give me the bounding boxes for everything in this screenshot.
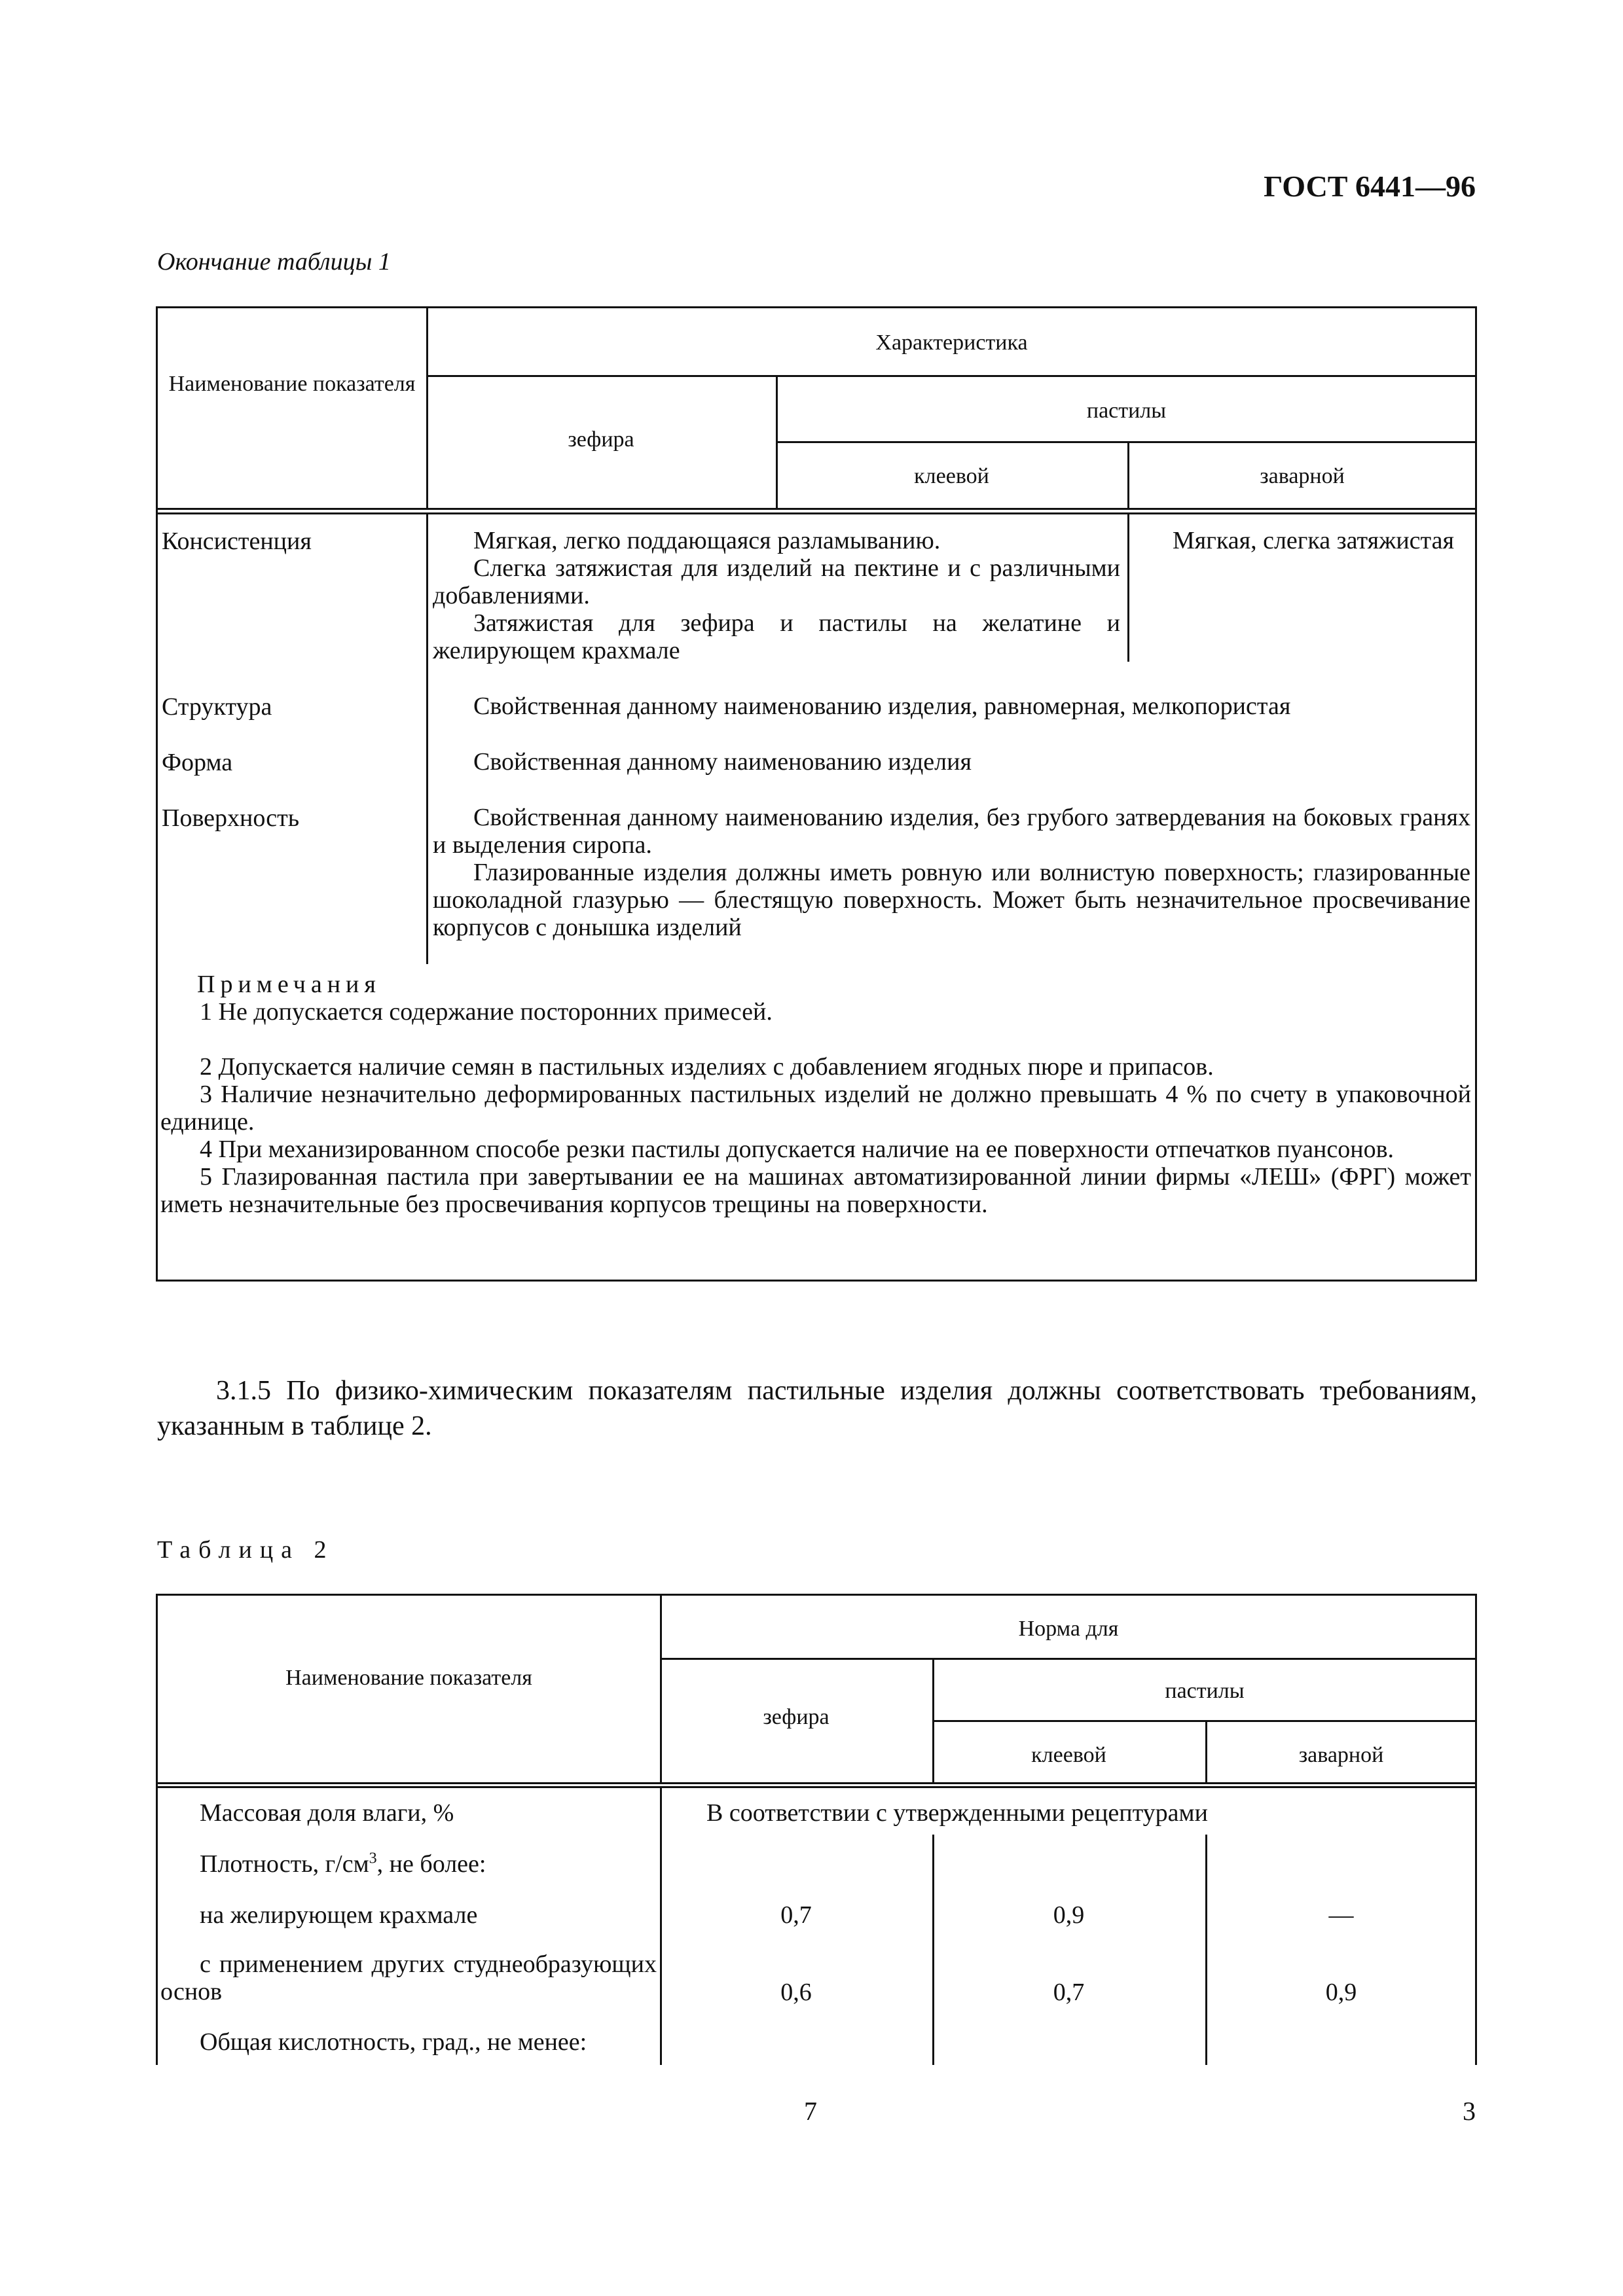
t1-form-text (433, 748, 1470, 776)
t1-text-paragraph: Затяжистая для зефира и пастилы на желатине и желирующем крахмале (433, 609, 1120, 664)
t2-header-divider (660, 1658, 1477, 1660)
t2-label-text: , не более: (376, 1850, 486, 1878)
t1-text-paragraph: Свойственная данному наименованию изделия, без грубого затвердевания на боковых гранях и выделения сиропа. (433, 804, 1470, 859)
t1-note: 2 Допускается наличие семян в пастильных изделиях с добавлением ягодных пюре и припасов. (200, 1053, 1214, 1081)
t1-note: 4 При механизированном способе резки пастилы допускается наличие на ее поверхности отпечатков пуансонов. (200, 1136, 1395, 1163)
t2-row-merged-value: В соответствии с утвержденными рецептурами (706, 1799, 1208, 1827)
table2-caption: Таблица 2 (157, 1536, 335, 1564)
table1 (156, 306, 1477, 1282)
t1-consistency-text (433, 527, 1120, 664)
t1-col-zavarnoy: заварной (1260, 464, 1345, 488)
t2-body-divider (932, 1835, 934, 2065)
t2-row-label: с применением других студнеобразующих основ (160, 1950, 657, 2005)
t1-col-indicator: Наименование показателя (168, 372, 416, 396)
t2-row-label-density (200, 1850, 486, 1878)
t1-text-paragraph: Слегка затяжистая для изделий на пектине и с различными добавлениями. (433, 554, 1120, 609)
t1-surface-text (433, 804, 1470, 941)
t2-cell-kleevoy: 0,7 (1053, 1979, 1085, 2006)
t1-header-divider (776, 441, 1477, 443)
t1-body-divider (1127, 512, 1129, 662)
t2-col-zefir: зефира (763, 1705, 830, 1729)
t2-col-norm-for: Норма для (1018, 1617, 1119, 1641)
t1-note: 3 Наличие незначительно деформированных пастильных изделий не должно превышать 4 % по счету в упаковочной единице. (160, 1081, 1471, 1136)
t2-cell-zefir: 0,6 (780, 1979, 812, 2006)
table1-continuation-caption: Окончание таблицы 1 (157, 248, 391, 276)
t1-note: 1 Не допускается содержание посторонних примесей. (200, 998, 773, 1026)
t1-row-label: Поверхность (162, 804, 300, 832)
t2-cell-zefir: 0,7 (780, 1901, 812, 1929)
t1-header-bottom-line (158, 512, 1477, 514)
t1-note: 5 Глазированная пастила при завертывании ее на машинах автоматизированной линии фирмы «ЛЕШ» (ФРГ) может иметь незначительные без просвечивания корпусов трещины на поверхности. (160, 1163, 1471, 1218)
t2-cell-zavarnoy: 0,9 (1325, 1979, 1357, 2006)
t2-header-bottom-line (158, 1786, 1477, 1788)
t1-text-paragraph: Мягкая, слегка затяжистая (1173, 527, 1454, 554)
t2-row-label: на желирующем крахмале (200, 1901, 478, 1929)
t2-col-kleevoy: клеевой (1031, 1743, 1106, 1767)
t1-col-zefir: зефира (568, 427, 634, 452)
t2-body-divider (1205, 1835, 1207, 2065)
t2-col-pastila: пастилы (1165, 1679, 1245, 1703)
t1-col-pastila: пастилы (1086, 399, 1167, 423)
t1-row-label: Форма (162, 749, 233, 776)
t1-body-divider (426, 512, 428, 964)
t2-col-zavarnoy: заварной (1298, 1743, 1384, 1767)
paragraph-3-1-5 (157, 1373, 1477, 1444)
t1-notes-title: Примечания (197, 971, 381, 998)
t2-row-label: Массовая доля влаги, % (200, 1799, 454, 1827)
t2-col-indicator: Наименование показателя (285, 1666, 532, 1690)
table2 (156, 1594, 1477, 2065)
standard-code: ГОСТ 6441—96 (1264, 170, 1476, 203)
t1-text-paragraph: Глазированные изделия должны иметь ровную или волнистую поверхность; глазированные шоколадной глазурью — блестящую поверхность. Может быть незначительное просвечивание корпусов с донышка изделий (433, 859, 1470, 941)
t1-structure-text (433, 692, 1470, 720)
t2-cell-kleevoy: 0,9 (1053, 1901, 1085, 1929)
t2-row-label: Общая кислотность, град., не менее: (200, 2028, 587, 2056)
t1-text-paragraph: Свойственная данному наименованию изделия (473, 748, 972, 776)
t1-col-characteristic: Характеристика (875, 331, 1028, 355)
t1-row-label: Структура (162, 693, 272, 721)
sheet-number: 3 (1463, 2096, 1476, 2126)
t2-header-divider (932, 1720, 1477, 1722)
t1-notes (158, 971, 1475, 1218)
t1-col-kleevoy: клеевой (914, 464, 989, 488)
t1-header-divider (426, 375, 1477, 377)
t2-header-bottom-line (158, 1782, 1477, 1784)
t1-text-paragraph: Мягкая, легко поддающаяся разламыванию. (473, 527, 941, 554)
t1-header-bottom-line (158, 508, 1477, 510)
t1-text-paragraph: Свойственная данному наименованию изделия, равномерная, мелкопористая (473, 692, 1291, 720)
page-number: 7 (804, 2096, 817, 2126)
t2-cell-zavarnoy: — (1328, 1901, 1354, 1929)
t2-label-text: Плотность, г/см (200, 1850, 369, 1878)
t2-label-superscript: 3 (369, 1850, 377, 1867)
paragraph-text: 3.1.5 По физико-химическим показателям пастильные изделия должны соответствовать требованиям, указанным в таблице 2. (157, 1376, 1477, 1441)
t1-row-label: Консистенция (162, 528, 312, 555)
t1-consistency-zavarnoy (1132, 527, 1472, 554)
